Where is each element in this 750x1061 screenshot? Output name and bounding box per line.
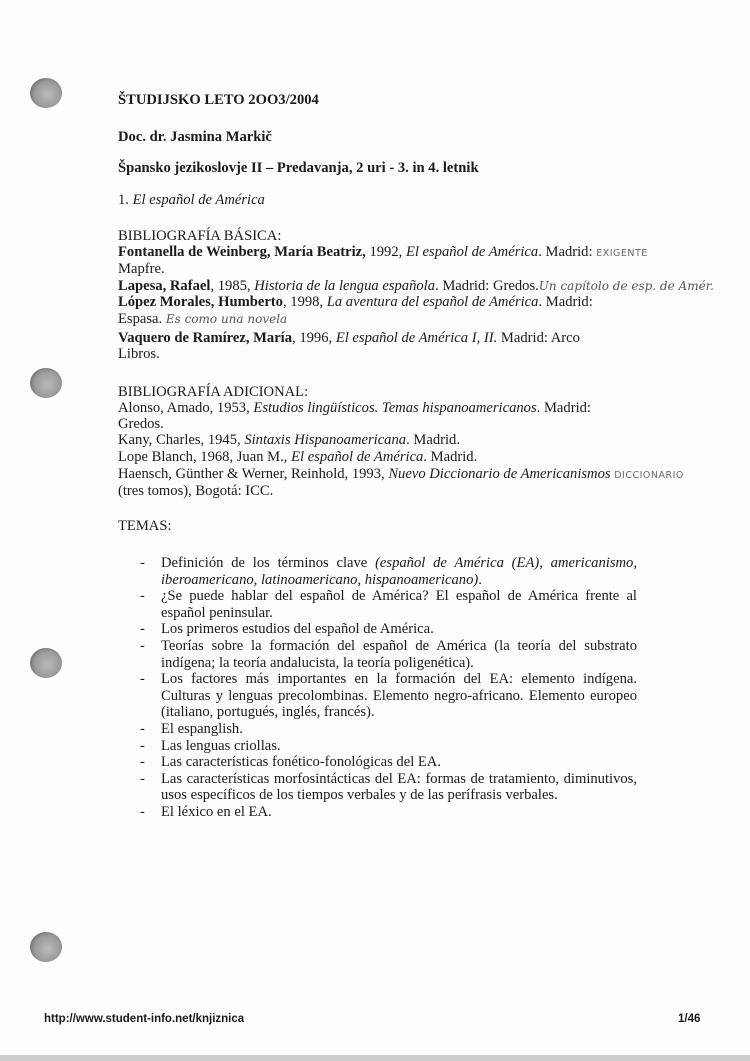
bib-entry: [118, 244, 648, 262]
list-item: [140, 804, 637, 821]
handwritten-note: Es como una novela: [165, 312, 288, 326]
publisher: . Madrid:: [538, 294, 593, 310]
list-item: [140, 621, 637, 638]
book-title: La aventura del español de América: [326, 294, 539, 310]
bullet-dash: -: [140, 637, 145, 654]
list-item: [140, 738, 637, 755]
punch-hole: [30, 368, 62, 398]
lecturer: Doc. dr. Jasmina Markič: [118, 129, 272, 145]
bib-line: (tres tomos), Bogotá: ICC.: [118, 483, 274, 499]
bib-entry: [118, 330, 580, 347]
item-end: .: [478, 571, 482, 588]
item-text: ¿Se puede hablar del español de América? El español de América frente al español peninsular.: [161, 588, 637, 621]
bib-entry: [118, 294, 593, 311]
bullet-dash: -: [140, 671, 145, 688]
text: Lope Blanch, 1968, Juan M.,: [118, 449, 292, 465]
text: Haensch, Günther & Werner, Reinhold, 1993,: [118, 466, 389, 482]
scan-edge: [0, 1055, 750, 1061]
additional-bibliography-heading: BIBLIOGRAFÍA ADICIONAL:: [118, 384, 309, 400]
text: . Madrid.: [406, 432, 460, 448]
text: Kany, Charles, 1945,: [118, 432, 245, 448]
publisher: . Madrid:: [538, 244, 593, 260]
book-title: Nuevo Diccionario de Americanismos: [388, 466, 611, 482]
text: . Madrid:: [536, 400, 591, 416]
handwritten-note: Un capítolo de esp. de Amér.: [538, 279, 714, 293]
bullet-dash: -: [140, 555, 145, 571]
book-title: El español de América: [405, 244, 539, 260]
text: Alonso, Amado, 1953,: [118, 400, 254, 416]
item-text: Los primeros estudios del español de América.: [161, 621, 434, 638]
item-text: Las características fonético-fonológicas del EA.: [161, 754, 441, 771]
book-title: Sintaxis Hispanoamericana: [244, 432, 407, 448]
item-text: Las lenguas criollas.: [161, 737, 281, 754]
bib-line: [118, 432, 460, 449]
year: , 1996,: [292, 330, 336, 346]
topics-list: [140, 555, 637, 821]
publisher-cont: [118, 311, 287, 328]
basic-bibliography-heading: BIBLIOGRAFÍA BÁSICA:: [118, 228, 282, 244]
bib-line: [118, 400, 591, 417]
item-text: Teorías sobre la formación del español de América (la teoría del substrato indígena; la teoría andalucista, la teoría poligenética).: [161, 637, 637, 671]
publisher: Espasa.: [118, 311, 163, 327]
list-item: [140, 771, 637, 804]
bullet-dash: -: [140, 720, 145, 737]
book-title: Estudios lingüísticos. Temas hispanoamericanos: [253, 400, 537, 416]
book-title: El español de América: [291, 449, 424, 465]
item-text: Las características morfosintácticas del EA: formas de tratamiento, diminutivos, usos específicos de los tiempos verbales y de las perífrasis verbales.: [161, 770, 637, 804]
course-title: Špansko jezikoslovje II – Predavanja, 2 uri - 3. in 4. letnik: [118, 160, 479, 176]
author: Lapesa, Rafael: [118, 278, 211, 294]
punch-hole: [30, 932, 62, 962]
bullet-dash: -: [140, 754, 145, 771]
publisher-cont: Libros.: [118, 346, 160, 362]
punch-hole: [30, 648, 62, 678]
publisher-cont: Mapfre.: [118, 261, 165, 277]
bib-entry: [118, 278, 714, 295]
academic-year: ŠTUDIJSKO LETO 2OO3/2004: [118, 92, 319, 108]
bullet-dash: -: [140, 621, 145, 638]
bib-line: [118, 466, 684, 484]
item-italic: (español de América (EA), americanismo, iberoamericano, latinoamericano, hispanoamericano): [161, 555, 637, 588]
author: López Morales, Humberto: [118, 294, 283, 310]
topic-number: 1.: [118, 192, 133, 208]
list-item: [140, 588, 637, 621]
handwritten-note: DICCIONARIO: [614, 470, 684, 481]
list-item: [140, 754, 637, 771]
topic-title: El español de América: [132, 192, 265, 208]
punch-hole: [30, 78, 62, 108]
topic-heading: [118, 192, 265, 209]
bullet-dash: -: [140, 737, 145, 754]
item-text: Definición de los términos clave: [161, 555, 376, 571]
book-title: El español de América I, II.: [335, 330, 498, 346]
book-title: Historia de la lengua española: [254, 278, 436, 294]
author: Fontanella de Weinberg, María Beatriz,: [118, 244, 366, 260]
list-item: [140, 638, 637, 671]
bullet-dash: -: [140, 770, 145, 787]
author: Vaquero de Ramírez, María: [118, 330, 293, 346]
footer-url[interactable]: http://www.student-info.net/knjiznica: [44, 1013, 245, 1025]
bullet-dash: -: [140, 588, 145, 605]
publisher: Madrid: Arco: [497, 330, 580, 346]
bib-line: Gredos.: [118, 416, 164, 432]
list-item: [140, 721, 637, 738]
year: 1992,: [365, 244, 406, 260]
topics-heading: TEMAS:: [118, 518, 172, 534]
publisher: . Madrid: Gredos.: [435, 278, 539, 294]
item-text: El léxico en el EA.: [161, 803, 272, 820]
handwritten-note: EXIGENTE: [596, 248, 648, 259]
year: , 1985,: [210, 278, 255, 294]
year: , 1998,: [282, 294, 327, 310]
page-number: 1/46: [678, 1013, 701, 1025]
bib-line: [118, 449, 477, 466]
list-item: [140, 555, 637, 588]
text: . Madrid.: [423, 449, 478, 465]
item-text: El espanglish.: [161, 720, 243, 737]
bullet-dash: -: [140, 803, 145, 820]
item-text: Los factores más importantes en la formación del EA: elemento indígena. Culturas y lenguas precolombinas. Elemento negro-africano. Elemento europeo (italiano, portugués, inglés, francés).: [161, 671, 637, 721]
list-item: [140, 671, 637, 721]
